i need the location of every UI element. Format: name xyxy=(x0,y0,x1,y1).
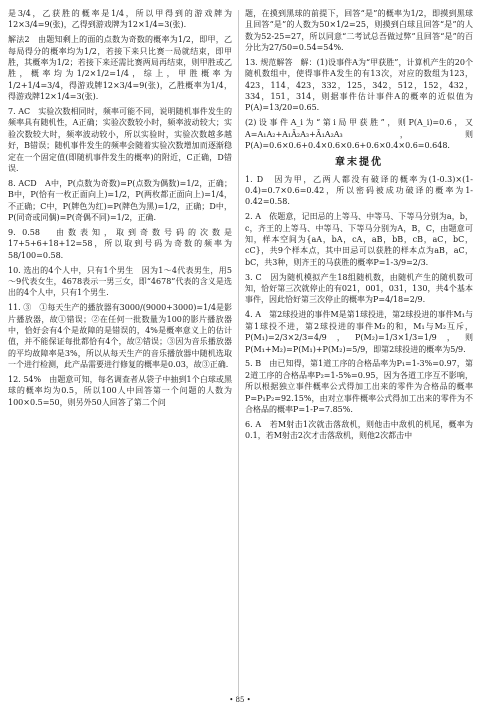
paragraph: 12. 54% 由题意可知，每名调查者从袋子中抽到1个白球或黑球的概率均为0.5，所以100人中回答第一个问题的人数为100×0.5=50，则另外50人回答了第二个问 xyxy=(8,374,232,407)
paragraph: 7. AC 实验次数相同时，频率可能不同，说明随机事件发生的频率具有随机性，A正确；实验次数较小时，频率波动较大；实验次数较大时，频率波动较小，所以实验时，实验次数越多越好，B错误；随机事件发生的频率会随着实验次数增加而逐渐稳定在一个固定值(即随机事件发生的概率)的附近，C正确，D错误. xyxy=(8,107,232,173)
paragraph: 解法2 由题知剩上的面的点数为奇数的概率为1/2，即甲，乙每局得分的概率均为1/2，若接下来只比赛一局就结束，即甲胜，其概率为1/2；若接下来还需比赛两局再结束，则甲胜或乙胜，概率均为1/2×1/2=1/4，综上，甲胜概率为1/2+1/4=3/4，得游戏牌12×3/4=9(张)，乙胜概率为1/4，得游戏牌12×1/4=3(张). xyxy=(8,35,232,102)
section-heading: 章末提优 xyxy=(335,156,383,168)
left-column xyxy=(8,8,232,412)
paragraph: 题，在摸到黑球的前提下，回答“是”的概率为1/2，即摸到黑球且回答“是”的人数为50×1/2=25，则摸到白球且回答“是”的人数为52-25=27，所以同意“二考试总吾做过弊”且回答“是”的百分比为27/50=0.54=54%. xyxy=(245,9,473,53)
paragraph: 8. ACD A中，P(点数为奇数)=P(点数为偶数)=1/2，正确；B中，P(恰有一枚正面向上)=1/2，P(两枚都正面向上)=1/4，不正确；C中，P(牌色为红)=P(牌色为黑)=1/2，正确；D中，P(同奇或同偶)=P(奇偶不同)=1/2，正确. xyxy=(8,178,232,222)
paragraph: 11. ③ ①每天生产的播放器有3000/(9000+3000)=1/4是影片播放器，故①错误；②在任何一批数量为100的影片播放器中，恰好会有4个是故障的是错误的，4%是概率意义上的估计值，并不能保证每批都恰有4个，故②错误；③因为音乐播放器的平均故障率是3%，所以从每天生产的音乐播放器中随机选取一个进行检测，此产品需要进行修复的概率是0.03，故③正确. xyxy=(8,303,232,369)
paragraph: 4. A 第2球投进的事件M是第1球投进，第2球投进的事件M₁与第1球投不进，第2球投进的事件M₂的和，M₁与M₂互斥，P(M₁)=2/3×2/3=4/9，P(M₂)=1/3×1/3=1/9，则P(M₁+M₂)=P(M₁)+P(M₂)=5/9，即第2球投进的概率为5/9. xyxy=(245,310,473,354)
paragraph: 是3/4，乙获胜的概率是1/4，所以甲得到的游戏牌为12×3/4=9(张)，乙得到游戏牌为12×1/4=3(张). xyxy=(8,9,232,30)
page-number: • 85 • xyxy=(229,696,251,704)
paragraph: 13. 规范解答 解：(1)设事件A为“甲获胜”，计算机产生的20个随机数组中，使得事件A发生的有13次，对应的数组为123，423，114，423，332，125，342，512，152，432，334，151，314，则据事件估计事件A的概率的近似值为P(A)=13/20=0.65. xyxy=(245,58,473,113)
paragraph: 10. 选出的4个人中，只有1个男生 因为1～4代表男生，用5～9代表女生，4678表示一男三女，即“4678”代表的含义是选出的4个人中，只有1个男生. xyxy=(8,265,232,298)
paragraph: 1. D 因为甲，乙两人都没有破译的概率为(1-0.3)×(1-0.4)=0.7×0.6=0.42，所以密码被成功破译的概率为1-0.42=0.58. xyxy=(245,174,473,207)
paragraph: 5. B 由已知得，第1道工序的合格品率为P₁=1-3%=0.97，第2道工序的合格品率P₂=1-5%=0.95，因为各道工序互不影响，所以根据独立事件概率公式得加工出来的零件为合格品的概率P=P₁P₂=92.15%，由对立事件概率公式得加工出来的零件为不合格品的概率P=1-P=7.85%. xyxy=(245,359,473,414)
column-divider xyxy=(238,10,239,696)
paragraph: 3. C 因为随机模拟产生18组随机数，由随机产生的随机数可知，恰好第三次就停止的有021，001，031，130，共4个基本事件，因此恰好第三次停止的概率为P=4/18=2/9. xyxy=(245,272,473,305)
paragraph: 9. 0.58 由数表知，取到奇数号码的次数是17+5+6+18+12=58，所以取到号码为奇数的频率为58/100=0.58. xyxy=(8,227,232,260)
paragraph: 2. A 依题意，记田忌的上等马、中等马、下等马分别为a，b，c，齐王的上等马、中等马、下等马分别为A，B，C，由题意可知，样本空间为{aA，bA，cA，aB，bB，cB，aC，bC，cC}，共9个样本点，其中田忌可以获胜的样本点为aB，aC，bC，共3种，则齐王的马获胜的概率P=1-3/9=2/3. xyxy=(245,212,473,267)
paragraph: (2)设事件A_i为“第i局甲获胜”，则P(A_i)=0.6，又A=A₁A₂+A₁Ā₂A₃+Ā₁A₂A₃，则P(A)=0.6×0.6+0.4×0.6×0.6+0.6×0.4×0.6=0.648. xyxy=(245,118,473,151)
paragraph: 6. A 若M射击1次就击落敌机，则他击中敌机的机尾，概率为0.1，若M射击2次才击落敌机，则他2次都击中 xyxy=(245,419,473,441)
right-column xyxy=(245,8,473,445)
